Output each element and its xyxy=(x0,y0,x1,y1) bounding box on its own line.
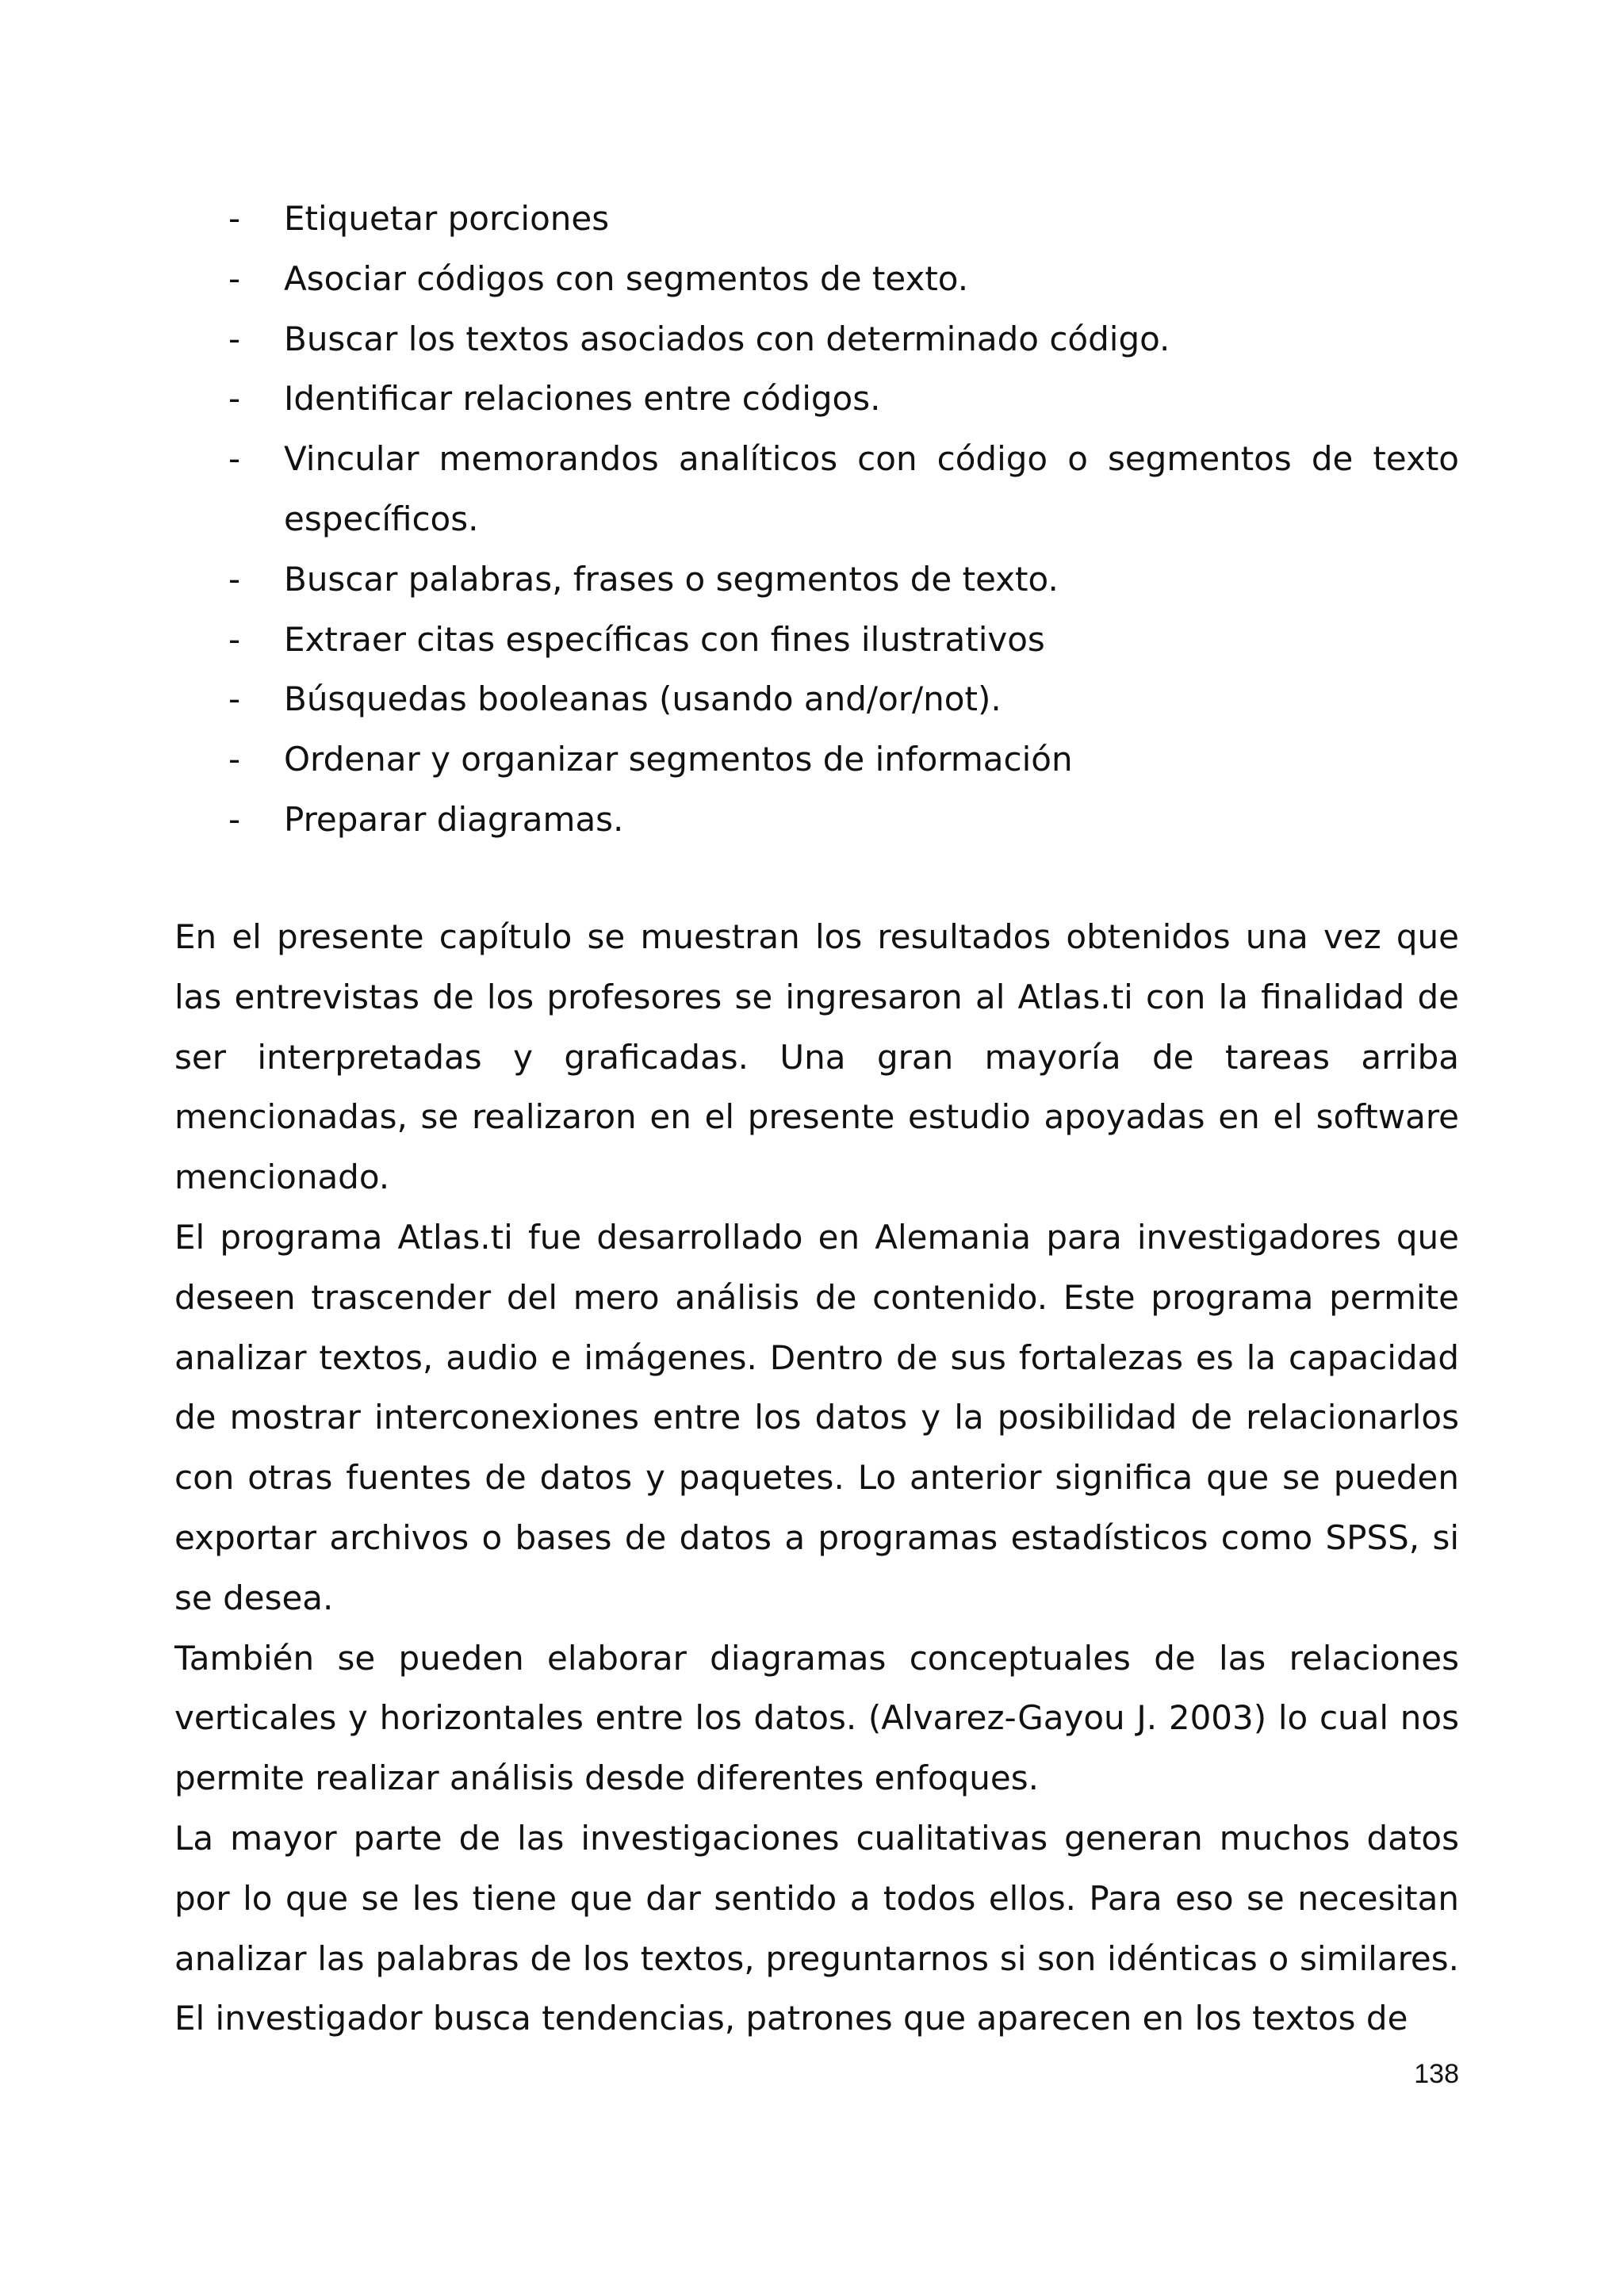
list-item xyxy=(174,549,1459,610)
list-item-text: Buscar los textos asociados con determinado código. xyxy=(284,319,1170,358)
list-item-text: Identificar relaciones entre códigos. xyxy=(284,379,881,419)
paragraph-atlas-program: El programa Atlas.ti fue desarrollado en Alemania para investigadores que deseen trascender del mero análisis de contenido. Este programa permite analizar textos, audio e imágenes. Dentro de sus fortalezas es la capacidad de mostrar interconexiones entre los datos y la posibilidad de relacionarlos con otras fuentes de datos y paquetes. Lo anterior significa que se pueden exportar archivos o bases de datos a programas estadísticos como SPSS, si se desea. xyxy=(174,1217,1459,1617)
list-item xyxy=(174,369,1459,429)
bullet-marker: - xyxy=(228,379,241,419)
list-item xyxy=(174,429,1459,549)
list-item xyxy=(174,729,1459,790)
list-item-text: Etiquetar porciones xyxy=(284,199,610,238)
list-item xyxy=(174,610,1459,670)
bullet-marker: - xyxy=(228,679,241,719)
list-item-text: Búsquedas booleanas (usando and/or/not). xyxy=(284,679,1002,719)
bullet-marker: - xyxy=(228,559,241,599)
bullet-marker: - xyxy=(228,619,241,659)
list-item xyxy=(174,189,1459,249)
list-item-text: Preparar diagramas. xyxy=(284,799,624,839)
paragraph-atlas-results: En el presente capítulo se muestran los resultados obtenidos una vez que las entrevistas de los profesores se ingresaron al Atlas.ti con la finalidad de ser interpretadas y graficadas. Una gran mayoría de tareas arriba mencionadas, se realizaron en el presente estudio apoyadas en el software mencionado. xyxy=(174,917,1459,1197)
list-item-text: Asociar códigos con segmentos de texto. xyxy=(284,258,969,298)
body-text xyxy=(174,907,1459,2049)
list-item xyxy=(174,249,1459,309)
page-number: 138 xyxy=(1414,2059,1459,2089)
paragraph-diagrams: También se pueden elaborar diagramas conceptuales de las relaciones verticales y horizontales entre los datos. (Alvarez-Gayou J. 2003) lo cual nos permite realizar análisis desde diferentes enfoques. xyxy=(174,1638,1459,1798)
list-item xyxy=(174,309,1459,369)
list-item-text: Extraer citas específicas con fines ilustrativos xyxy=(284,619,1045,659)
bullet-marker: - xyxy=(228,319,241,358)
bullet-marker: - xyxy=(228,258,241,298)
list-item-text: Buscar palabras, frases o segmentos de texto. xyxy=(284,559,1059,599)
task-bullet-list xyxy=(174,189,1459,850)
list-item xyxy=(174,790,1459,850)
paragraph-qualitative-data: La mayor parte de las investigaciones cualitativas generan muchos datos por lo que se les tiene que dar sentido a todos ellos. Para eso se necesitan analizar las palabras de los textos, preguntarnos si son idénticas o similares. El investigador busca tendencias, patrones que aparecen en los textos de xyxy=(174,1818,1459,2038)
list-item-text: Vincular memorandos analíticos con código o segmentos de texto específicos. xyxy=(284,439,1459,538)
list-item-text: Ordenar y organizar segmentos de información xyxy=(284,740,1073,779)
bullet-marker: - xyxy=(228,799,241,839)
list-item xyxy=(174,669,1459,729)
bullet-marker: - xyxy=(228,199,241,238)
bullet-marker: - xyxy=(228,740,241,779)
bullet-marker: - xyxy=(228,439,241,479)
